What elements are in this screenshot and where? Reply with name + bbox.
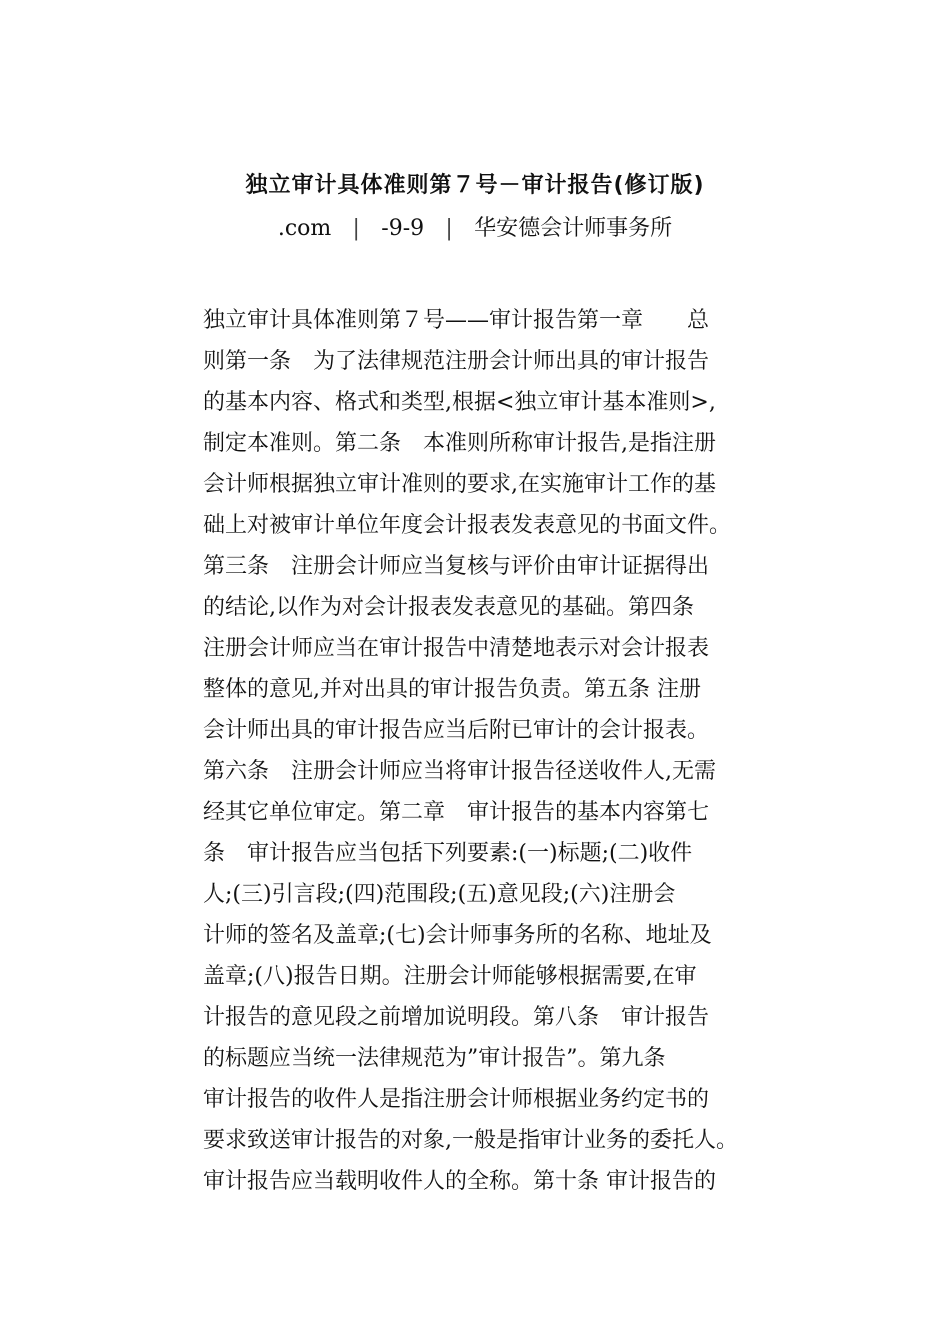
meta-separator: | <box>352 216 360 241</box>
body-line: 第六条 注册会计师应当将审计报告径送收件人,无需 <box>203 759 716 784</box>
body-line: 的结论,以作为对会计报表发表意见的基础。第四条 <box>203 595 694 620</box>
body-line: 会计师根据独立审计准则的要求,在实施审计工作的基 <box>203 472 716 497</box>
body-line: 审计报告的收件人是指注册会计师根据业务约定书的 <box>203 1087 710 1112</box>
meta-source: 华安德会计师事务所 <box>474 216 673 241</box>
body-line: 计报告的意见段之前增加说明段。第八条 审计报告 <box>203 1005 710 1030</box>
body-line: 人;(三)引言段;(四)范围段;(五)意见段;(六)注册会 <box>203 882 676 907</box>
body-line: 要求致送审计报告的对象,一般是指审计业务的委托人。 <box>203 1128 738 1153</box>
body-line: 审计报告应当载明收件人的全称。第十条 审计报告的 <box>203 1169 716 1194</box>
meta-date: -9-9 <box>381 216 425 241</box>
body-line: 整体的意见,并对出具的审计报告负责。第五条 注册 <box>203 677 701 702</box>
body-line: 的基本内容、格式和类型,根据<独立审计基本准则>, <box>203 390 716 415</box>
body-line: 制定本准则。第二条 本准则所称审计报告,是指注册 <box>203 431 716 456</box>
body-line: 第三条 注册会计师应当复核与评价由审计证据得出 <box>203 554 710 579</box>
body-line: 则第一条 为了法律规范注册会计师出具的审计报告 <box>203 349 710 374</box>
document-meta <box>0 213 950 245</box>
body-line: 独立审计具体准则第７号——审计报告第一章 总 <box>203 308 710 333</box>
body-line: 条 审计报告应当包括下列要素:(一)标题;(二)收件 <box>203 841 693 866</box>
document-body <box>203 300 763 1202</box>
meta-separator: | <box>445 216 453 241</box>
document-title: 独立审计具体准则第７号－审计报告(修订版) <box>245 173 705 198</box>
body-line: 础上对被审计单位年度会计报表发表意见的书面文件。 <box>203 513 732 538</box>
body-line: 盖章;(八)报告日期。注册会计师能够根据需要,在审 <box>203 964 697 989</box>
body-line: 的标题应当统一法律规范为”审计报告”。第九条 <box>203 1046 666 1071</box>
body-line: 注册会计师应当在审计报告中清楚地表示对会计报表 <box>203 636 710 661</box>
body-line: 计师的签名及盖章;(七)会计师事务所的名称、地址及 <box>203 923 712 948</box>
meta-site: .com <box>277 216 332 241</box>
body-line: 经其它单位审定。第二章 审计报告的基本内容第七 <box>203 800 710 825</box>
body-line: 会计师出具的审计报告应当后附已审计的会计报表。 <box>203 718 710 743</box>
